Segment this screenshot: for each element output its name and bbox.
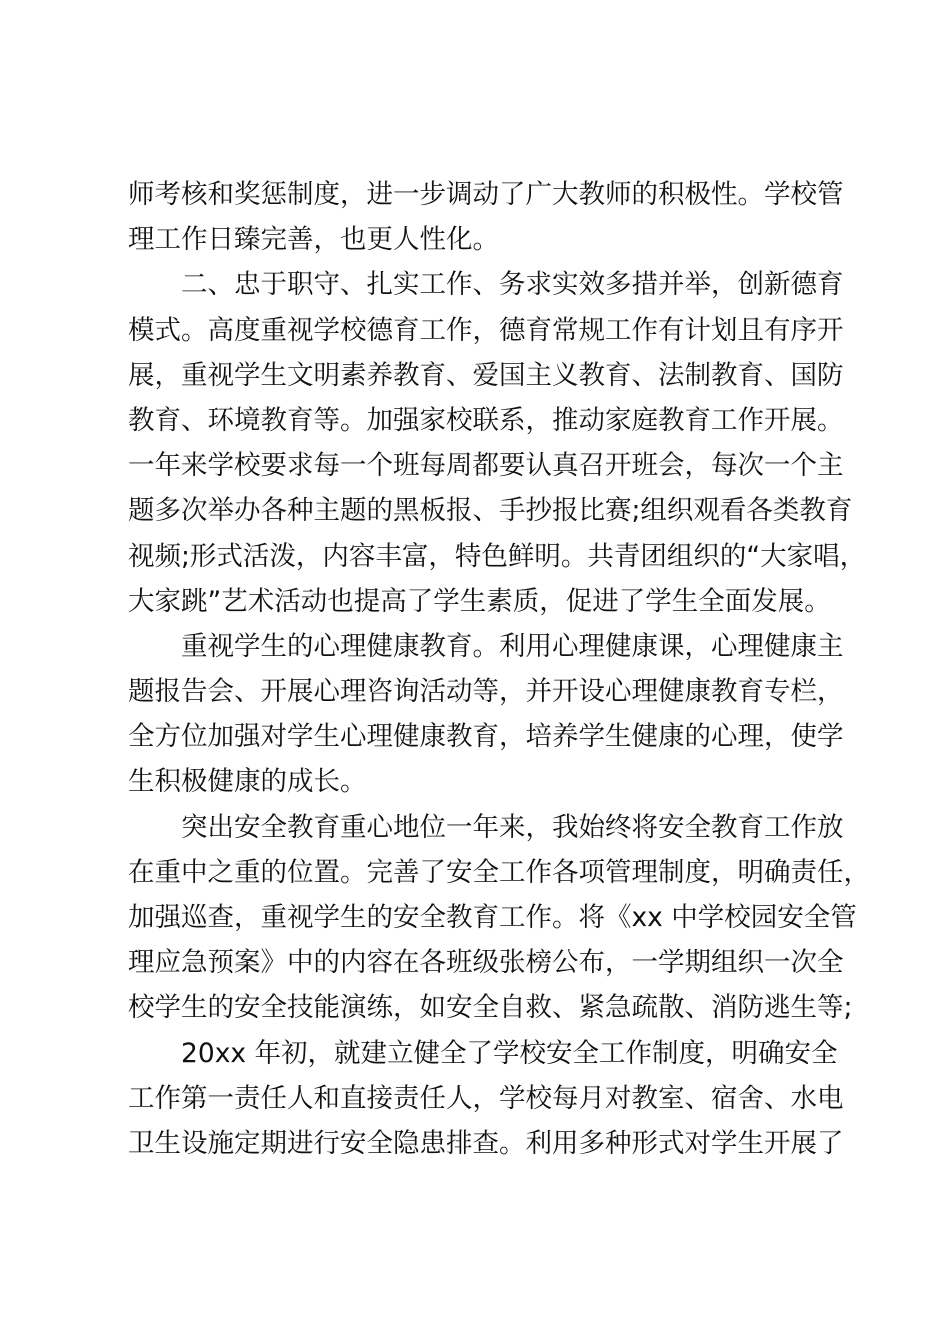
text-line: 加强巡查，重视学生的安全教育工作。将《xx 中学校园安全管 [128,902,857,933]
text-line: 一年来学校要求每一个班每周都要认真召开班会，每次一个主 [128,450,844,482]
text-line: 展，重视学生文明素养教育、爱国主义教育、法制教育、国防 [128,359,844,391]
text-line: 模式。高度重视学校德育工作，德育常规工作有计划且有序开 [128,314,844,346]
text-line: 全方位加强对学生心理健康教育，培养学生健康的心理，使学 [128,721,844,753]
text-line: 二、忠于职守、扎实工作、务求实效多措并举，创新德育 [181,269,844,301]
text-line: 卫生设施定期进行安全隐患排查。利用多种形式对学生开展了 [128,1127,844,1159]
text-line: 理应急预案》中的内容在各班级张榜公布，一学期组织一次全 [128,947,844,979]
text-line: 题报告会、开展心理咨询活动等，并开设心理健康教育专栏， [128,676,844,708]
text-line: 大家跳”艺术活动也提高了学生素质，促进了学生全面发展。 [128,585,831,617]
text-line: 突出安全教育重心地位一年来，我始终将安全教育工作放 [181,811,844,843]
text-line: 教育、环境教育等。加强家校联系，推动家庭教育工作开展。 [128,404,844,436]
text-line: 生积极健康的成长。 [128,766,367,798]
body-text [128,172,870,1166]
text-line: 校学生的安全技能演练，如安全自救、紧急疏散、消防逃生等; [128,992,853,1024]
text-line: 在重中之重的位置。完善了安全工作各项管理制度，明确责任， [128,856,870,888]
text-line: 视频;形式活泼，内容丰富，特色鲜明。共青团组织的“大家唱， [128,540,867,572]
text-line: 理工作日臻完善，也更人性化。 [128,224,499,256]
text-line: 师考核和奖惩制度，进一步调动了广大教师的积极性。学校管 [128,179,844,210]
text-line: 20xx 年初，就建立健全了学校安全工作制度，明确安全 [181,1037,838,1069]
text-line: 重视学生的心理健康教育。利用心理健康课，心理健康主 [181,630,844,662]
text-line: 题多次举办各种主题的黑板报、手抄报比赛;组织观看各类教育 [128,495,853,527]
text-line: 工作第一责任人和直接责任人，学校每月对教室、宿舍、水电 [128,1082,844,1114]
